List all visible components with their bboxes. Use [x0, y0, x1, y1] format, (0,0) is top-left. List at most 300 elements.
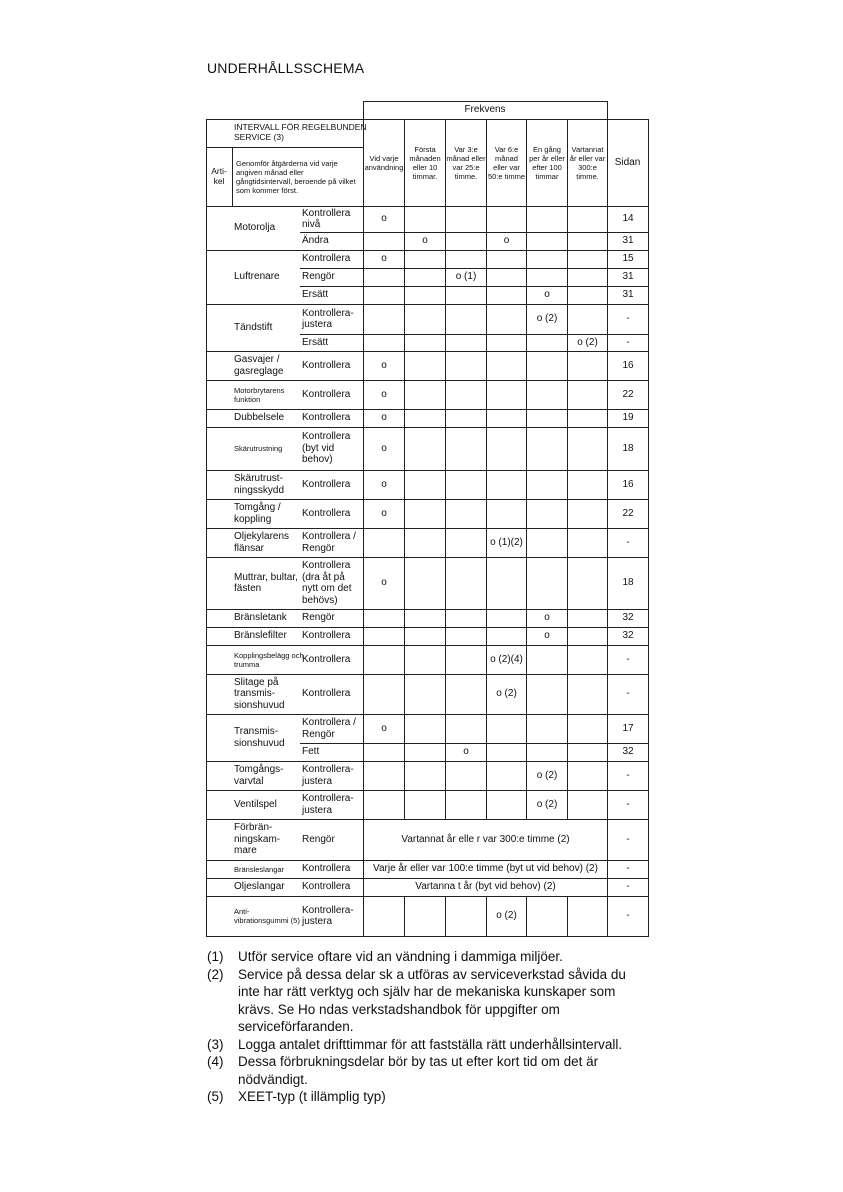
- table-rule: [648, 409, 649, 427]
- sidan-header: Sidan: [614, 156, 641, 168]
- table-rule: [648, 674, 649, 714]
- item-name: Transmis- sionshuvud: [234, 726, 285, 749]
- frequency-mark: [446, 351, 486, 380]
- frequency-mark: [405, 409, 445, 427]
- item-name: Oljekylarens flänsar: [234, 531, 290, 554]
- frequency-mark: [364, 268, 404, 286]
- frequency-mark: o: [422, 235, 428, 247]
- frequency-mark: [487, 334, 526, 351]
- table-rule: [648, 119, 649, 206]
- action-label: Rengör: [302, 271, 335, 283]
- frequency-mark: [527, 645, 567, 674]
- frequency-mark: [364, 528, 404, 557]
- table-rule: [445, 119, 446, 206]
- frequency-mark: [405, 470, 445, 499]
- frequency-mark: [364, 743, 404, 761]
- frequency-mark: [446, 896, 486, 936]
- item-name: Tomgångs- varvtal: [234, 764, 284, 787]
- table-rule: [206, 268, 207, 286]
- action-label: Kontrollera / Rengör: [302, 531, 356, 554]
- frequency-mark: [568, 232, 607, 250]
- frequency-mark: o (2): [536, 798, 558, 810]
- footnote-text: Dessa förbrukningsdelar bör by tas ut efter kort tid om det är nödvändigt.: [238, 1054, 599, 1087]
- frequency-mark: [568, 380, 607, 409]
- frequency-mark: [568, 743, 607, 761]
- table-rule: [648, 627, 649, 645]
- table-rule: [206, 645, 207, 674]
- action-label: Kontrollera (dra åt på nytt om det behövs): [302, 560, 352, 606]
- frequency-mark: o: [381, 359, 387, 371]
- page-reference: -: [626, 863, 630, 875]
- artikel-header: Arti- kel: [211, 165, 227, 186]
- footnote-text: Logga antalet drifttimmar för att fastställa rätt underhållsintervall.: [238, 1036, 623, 1052]
- action-label: Ändra: [302, 235, 329, 247]
- page-reference: -: [626, 688, 630, 700]
- action-label: Ersätt: [302, 289, 329, 301]
- frequency-mark: [405, 557, 445, 609]
- frequency-mark: [568, 351, 607, 380]
- action-label: Fett: [302, 746, 320, 758]
- frequency-column-header: Första månaden eller 10 timmar.: [409, 144, 441, 181]
- frequency-mark: [487, 627, 526, 645]
- frequency-mark: o (1): [455, 271, 477, 283]
- action-label: Kontrollera: [302, 653, 351, 665]
- table-rule: [206, 304, 207, 334]
- frequency-mark: [527, 232, 567, 250]
- frequency-mark: [446, 286, 486, 304]
- action-label: Kontrollera: [302, 507, 351, 519]
- table-rule: [648, 206, 649, 232]
- frequency-mark: [364, 674, 404, 714]
- action-label: Kontrollera- justera: [302, 904, 354, 927]
- footnote: [207, 966, 647, 1036]
- frequency-mark: [568, 499, 607, 528]
- frequency-mark: o: [381, 722, 387, 734]
- table-rule: [648, 819, 649, 860]
- action-label: Kontrollera- justera: [302, 307, 354, 330]
- page-reference: 18: [622, 442, 634, 454]
- table-rule: [206, 878, 207, 896]
- frequency-mark: [405, 645, 445, 674]
- interval-title: INTERVALL FÖR REGELBUNDEN SERVICE (3): [234, 122, 367, 142]
- footnote: [207, 1036, 647, 1054]
- action-label: Kontrollera: [302, 253, 351, 265]
- page-reference: 32: [622, 612, 634, 624]
- frequency-mark: o: [544, 289, 550, 301]
- table-rule: [648, 380, 649, 409]
- frequency-mark: o: [381, 213, 387, 225]
- frequency-mark: [487, 380, 526, 409]
- action-label: Kontrollera nivå: [302, 207, 351, 230]
- table-rule: [206, 860, 207, 878]
- frequency-mark: [446, 250, 486, 268]
- frequency-mark: [364, 609, 404, 627]
- table-rule: [648, 304, 649, 334]
- frequency-mark: [446, 674, 486, 714]
- item-name: Motorolja: [234, 222, 276, 234]
- item-name: Slitage på transmis- sionshuvud: [234, 676, 285, 711]
- table-rule: [648, 232, 649, 250]
- item-name: Luftrenare: [234, 271, 280, 283]
- frequency-mark: o (2)(4): [490, 653, 523, 665]
- frequency-mark: [405, 896, 445, 936]
- item-name: Skärutrust- ningsskydd: [234, 473, 285, 496]
- table-rule: [404, 119, 405, 206]
- frequency-mark: o (2): [536, 769, 558, 781]
- interval-description: Genomför åtgärderna vid varje angiven månad eller gångtidsintervall, beroende på vilket som kommer först.: [236, 158, 356, 195]
- frequency-mark: [405, 286, 445, 304]
- frequency-mark: [527, 743, 567, 761]
- page-reference: 16: [622, 359, 634, 371]
- page-reference: 31: [622, 271, 634, 283]
- frequency-mark: o: [503, 235, 510, 247]
- table-rule: [206, 936, 649, 937]
- frequency-mark: [405, 609, 445, 627]
- footnote-number: (4): [207, 1054, 224, 1069]
- frequency-mark: o: [544, 612, 550, 624]
- footnotes: [207, 948, 647, 1106]
- action-label: Rengör: [302, 612, 335, 624]
- frequency-mark: [405, 427, 445, 470]
- table-rule: [206, 206, 207, 232]
- frequency-mark: [568, 250, 607, 268]
- frequency-mark: [487, 714, 526, 743]
- frequency-mark: [527, 250, 567, 268]
- frequency-mark: [446, 714, 486, 743]
- frequency-mark: [568, 645, 607, 674]
- frequency-mark: [527, 470, 567, 499]
- footnote-number: (1): [207, 949, 224, 964]
- action-label: Ersätt: [302, 336, 329, 348]
- action-label: Kontrollera: [302, 478, 351, 490]
- table-rule: [486, 119, 487, 206]
- frequency-mark: o (2): [577, 336, 598, 348]
- frequency-mark: [364, 645, 404, 674]
- frequency-mark: [364, 761, 404, 790]
- frequency-column-header: Vid varje användning: [364, 153, 404, 172]
- frequency-mark: o (2): [496, 910, 517, 922]
- table-rule: [206, 674, 207, 714]
- frequency-mark: [446, 761, 486, 790]
- frequency-mark: [405, 206, 445, 232]
- frequency-mark: [405, 268, 445, 286]
- frequency-mark: [364, 232, 404, 250]
- page-reference: 14: [622, 213, 634, 225]
- frequency-mark: [446, 528, 486, 557]
- frequency-mark: [446, 790, 486, 819]
- table-rule: [648, 878, 649, 896]
- frequency-mark: [487, 609, 526, 627]
- table-rule: [206, 714, 207, 743]
- table-rule: [648, 761, 649, 790]
- page-reference: 16: [622, 478, 634, 490]
- page-reference: -: [626, 833, 630, 845]
- frequency-mark: [568, 761, 607, 790]
- page-reference: -: [626, 769, 630, 781]
- table-rule: [648, 427, 649, 470]
- frequency-mark: [405, 351, 445, 380]
- page-reference: -: [626, 798, 630, 810]
- frequency-mark: [527, 499, 567, 528]
- frequency-mark: [527, 528, 567, 557]
- frequency-mark: o (1)(2): [490, 536, 523, 548]
- table-rule: [206, 470, 207, 499]
- table-rule: [567, 119, 568, 206]
- table-rule: [206, 790, 207, 819]
- table-rule: [206, 334, 207, 351]
- frequency-mark: [568, 304, 607, 334]
- frequency-column-header: Var 3:e månad eller var 25:e timme.: [446, 144, 486, 181]
- frequency-mark: o: [463, 746, 469, 758]
- page-reference: 31: [622, 235, 634, 247]
- frequency-mark: [364, 286, 404, 304]
- frequency-mark: [405, 674, 445, 714]
- table-rule: [648, 557, 649, 609]
- action-label: Kontrollera: [302, 388, 351, 400]
- frequency-mark: o: [381, 442, 387, 454]
- action-label: Kontrollera (byt vid behov): [302, 431, 351, 466]
- frequency-mark: [405, 714, 445, 743]
- page-reference: 31: [622, 289, 634, 301]
- frequency-mark: [568, 609, 607, 627]
- frequency-mark: [487, 557, 526, 609]
- page-reference: 15: [622, 253, 634, 265]
- frequency-mark: [487, 409, 526, 427]
- frequency-mark: [568, 268, 607, 286]
- footnote-number: (5): [207, 1089, 224, 1104]
- frequency-mark: [487, 470, 526, 499]
- frequency-mark: [487, 790, 526, 819]
- frequency-mark: [568, 627, 607, 645]
- frequency-column-header: Vartannat år eller var 300:e timme.: [569, 144, 606, 181]
- frequency-mark: [527, 896, 567, 936]
- frequency-mark: [527, 674, 567, 714]
- frequency-mark: [446, 304, 486, 334]
- frequency-mark: o: [381, 412, 387, 424]
- frequency-mark: [527, 409, 567, 427]
- item-name: Bränsleslangar: [234, 864, 285, 874]
- frequency-mark: [527, 206, 567, 232]
- page-reference: 22: [622, 507, 634, 519]
- frequency-mark: [527, 427, 567, 470]
- frequency-mark: [405, 380, 445, 409]
- page-reference: 32: [622, 746, 634, 758]
- table-rule: [206, 896, 207, 936]
- action-label: Kontrollera / Rengör: [302, 717, 356, 740]
- page-reference: 19: [622, 412, 634, 424]
- frequency-mark: o: [544, 630, 550, 642]
- frequency-mark: [487, 761, 526, 790]
- item-name: Tomgång / koppling: [234, 502, 281, 525]
- table-rule: [648, 351, 649, 380]
- page-reference: -: [626, 536, 630, 548]
- action-label: Kontrollera: [302, 412, 351, 424]
- frequency-column-header: En gång per år eller efter 100 timmar: [529, 144, 565, 181]
- item-name: Bränsletank: [234, 612, 287, 624]
- table-rule: [206, 499, 207, 528]
- frequency-mark: [405, 627, 445, 645]
- frequency-mark: o: [381, 253, 387, 265]
- table-rule: [206, 609, 207, 627]
- table-rule: [526, 119, 527, 206]
- action-label: Kontrollera- justera: [302, 793, 354, 816]
- table-rule: [648, 743, 649, 761]
- page-reference: -: [626, 653, 630, 665]
- table-rule: [648, 470, 649, 499]
- frequency-mark: [405, 499, 445, 528]
- frequency-mark: [568, 790, 607, 819]
- table-rule: [648, 609, 649, 627]
- table-rule: [206, 250, 207, 268]
- page-reference: 32: [622, 630, 634, 642]
- frequency-mark: [446, 409, 486, 427]
- page-reference: -: [626, 881, 630, 893]
- item-name: Muttrar, bultar, fästen: [234, 571, 298, 594]
- page-reference: 18: [622, 577, 634, 589]
- table-rule: [206, 528, 207, 557]
- frequency-mark: [405, 790, 445, 819]
- frequency-mark: [568, 409, 607, 427]
- frekvens-header: Frekvens: [464, 104, 506, 116]
- action-label: Kontrollera: [302, 688, 351, 700]
- frequency-mark: o: [381, 577, 387, 589]
- frequency-mark: [527, 380, 567, 409]
- table-rule: [648, 334, 649, 351]
- table-rule: [206, 286, 207, 304]
- frequency-mark: [487, 250, 526, 268]
- table-rule: [648, 250, 649, 268]
- frequency-mark: [446, 334, 486, 351]
- frequency-mark: [364, 334, 404, 351]
- footnote: [207, 1088, 647, 1106]
- item-name: Bränslefilter: [234, 630, 287, 642]
- item-name: Anti- vibrationsgummi (5): [234, 907, 300, 925]
- table-rule: [648, 268, 649, 286]
- footnote-text: XEET-typ (t illämplig typ): [238, 1089, 386, 1104]
- frequency-mark: [568, 528, 607, 557]
- frequency-mark: [568, 557, 607, 609]
- table-rule: [206, 351, 207, 380]
- frequency-mark: [446, 206, 486, 232]
- maintenance-schedule-table: [206, 101, 648, 939]
- frequency-mark: [568, 470, 607, 499]
- frequency-mark: [527, 268, 567, 286]
- table-rule: [648, 714, 649, 743]
- frequency-mark: [487, 268, 526, 286]
- footnote: [207, 948, 647, 966]
- table-rule: [206, 232, 207, 250]
- merged-frequency-note: Vartanna t år (byt vid behov) (2): [415, 881, 556, 893]
- frequency-mark: [568, 427, 607, 470]
- frequency-mark: [405, 761, 445, 790]
- frequency-mark: [405, 304, 445, 334]
- table-rule: [648, 860, 649, 878]
- frequency-mark: [364, 304, 404, 334]
- merged-frequency-note: Vartannat år elle r var 300:e timme (2): [401, 833, 570, 845]
- table-rule: [648, 896, 649, 936]
- table-rule: [648, 286, 649, 304]
- frequency-mark: [568, 674, 607, 714]
- frequency-mark: [446, 499, 486, 528]
- frequency-mark: [405, 334, 445, 351]
- item-name: Ventilspel: [234, 798, 277, 810]
- frequency-mark: [568, 286, 607, 304]
- frequency-mark: o: [381, 507, 387, 519]
- table-rule: [206, 761, 207, 790]
- frequency-mark: [446, 232, 486, 250]
- item-name: Skärutrustning: [234, 444, 283, 453]
- table-rule: [232, 147, 233, 206]
- table-rule: [648, 499, 649, 528]
- frequency-mark: o: [381, 388, 387, 400]
- action-label: Kontrollera: [302, 881, 351, 893]
- page-reference: -: [626, 336, 630, 348]
- frequency-mark: [405, 743, 445, 761]
- frequency-mark: [527, 557, 567, 609]
- page-reference: 22: [622, 388, 634, 400]
- frequency-mark: [487, 427, 526, 470]
- frequency-mark: [446, 557, 486, 609]
- frequency-mark: [364, 790, 404, 819]
- item-name: Gasvajer / gasreglage: [234, 354, 284, 377]
- frequency-mark: [527, 714, 567, 743]
- page-title: UNDERHÅLLSSCHEMA: [207, 60, 365, 76]
- table-rule: [648, 790, 649, 819]
- action-label: Kontrollera- justera: [302, 764, 354, 787]
- table-rule: [648, 528, 649, 557]
- frequency-mark: [487, 286, 526, 304]
- table-rule: [206, 427, 207, 470]
- frequency-mark: [487, 206, 526, 232]
- frequency-mark: [568, 714, 607, 743]
- frequency-mark: o: [381, 478, 387, 490]
- table-rule: [206, 627, 207, 645]
- footnote-number: (3): [207, 1036, 224, 1052]
- frequency-mark: [446, 380, 486, 409]
- table-rule: [206, 409, 207, 427]
- frequency-mark: [568, 206, 607, 232]
- footnote-number: (2): [207, 966, 224, 982]
- item-name: Tändstift: [234, 321, 273, 333]
- item-name: Dubbelsele: [234, 412, 285, 424]
- table-rule: [648, 645, 649, 674]
- frequency-mark: [446, 427, 486, 470]
- frequency-mark: o (2): [496, 688, 517, 700]
- action-label: Kontrollera: [302, 630, 351, 642]
- frequency-mark: [487, 499, 526, 528]
- frequency-mark: [446, 609, 486, 627]
- frequency-mark: [446, 627, 486, 645]
- frequency-mark: [405, 528, 445, 557]
- frequency-mark: [405, 250, 445, 268]
- footnote-text: Service på dessa delar sk a utföras av serviceverkstad såvida du inte har rätt verktyg och själv har de mekaniska kunskaper som krävs. Se Ho ndas verkstadshandbok för uppgifter om serviceförfaranden.: [238, 966, 626, 1034]
- page-reference: -: [626, 910, 630, 922]
- footnote-text: Utför service oftare vid an vändning i dammiga miljöer.: [238, 949, 563, 964]
- frequency-mark: [446, 470, 486, 499]
- item-name: Motorbrytarens funktion: [234, 385, 285, 404]
- table-rule: [206, 743, 207, 761]
- frequency-mark: [487, 743, 526, 761]
- table-rule: [206, 819, 207, 860]
- frequency-mark: o (2): [536, 313, 558, 325]
- action-label: Kontrollera: [302, 359, 351, 371]
- page-reference: 17: [622, 722, 634, 734]
- footnote: [207, 1053, 647, 1088]
- frequency-mark: [364, 627, 404, 645]
- item-name: Förbrän- ningskam- mare: [234, 822, 281, 857]
- frequency-mark: [527, 334, 567, 351]
- frequency-mark: [487, 351, 526, 380]
